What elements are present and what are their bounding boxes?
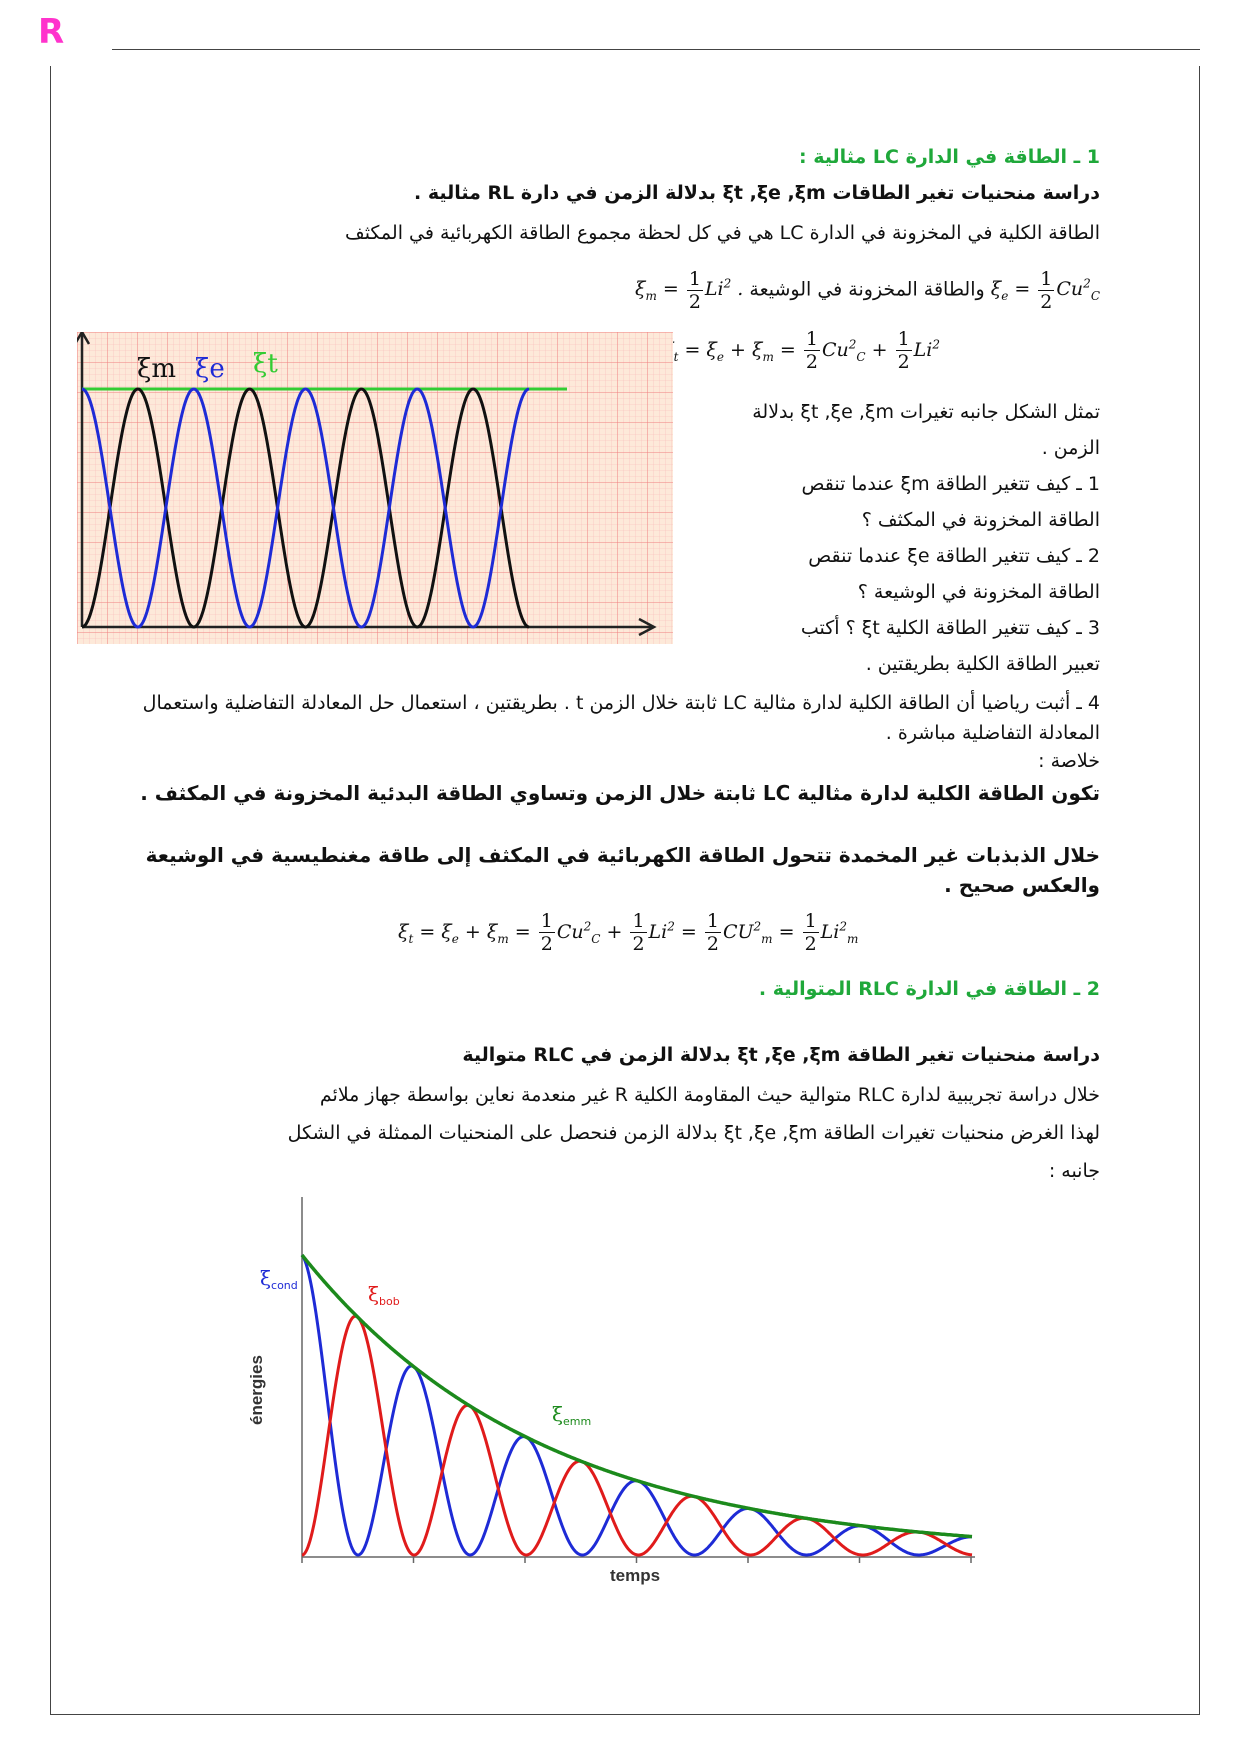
section1-intro: الطاقة الكلية في المخزونة في الدارة LC هي في كل لحظة مجموع الطاقة الكهربائية في المكثف: [345, 222, 1100, 244]
summary-2: خلال الذبذبات غير المخمدة تتحول الطاقة الكهربائية في المكثف إلى طاقة مغنطيسية في الوشيعة والعكس صحيح .: [145, 843, 1100, 897]
section1-study-line: دراسة منحنيات تغير الطاقات ξt ,ξe ,ξm بدلالة الزمن في دارة RL مثالية .: [414, 182, 1100, 204]
series-eemm: [302, 1255, 972, 1537]
question-3a: 3 ـ كيف تتغير الطاقة الكلية ξt ؟ أكتب: [800, 617, 1100, 639]
section2-text-1: خلال دراسة تجريبية لدارة RLC متوالية حيث المقاومة الكلية R غير منعدمة نعاين بواسطة جهاز ملائم: [319, 1084, 1100, 1106]
x-axis-label: temps: [610, 1566, 661, 1585]
logo: R: [38, 12, 64, 52]
section2-study-line: دراسة منحنيات تغير الطاقة ξt ,ξe ,ξm بدلالة الزمن في RLC متوالية: [462, 1044, 1100, 1066]
label-ebob: $\xi_{bob}$: [368, 1282, 400, 1308]
question-1b: الطاقة المخزونة في المكثف ؟: [861, 509, 1100, 531]
total-energy-equation: $_t = \xi_e + \xi_m$ = $\frac{1}{2}$ $Cu^2_C$ + $\frac{1}{2}$ Li$^2$: [673, 328, 940, 373]
question-3b: تعبير الطاقة الكلية بطريقتين .: [865, 653, 1100, 675]
summary-1: تكون الطاقة الكلية لدارة مثالية LC ثابتة خلال الزمن وتساوي الطاقة البدئية المخزونة في المكثف .: [140, 781, 1100, 805]
question-2a: 2 ـ كيف تتغير الطاقة ξe عندما تنقص: [808, 545, 1100, 567]
series-econd: [302, 1255, 972, 1555]
x-ticks: [302, 1557, 971, 1563]
fig-desc-1: تمثل الشكل جانبه تغيرات ξt ,ξe ,ξm بدلالة: [752, 401, 1100, 423]
section2-text-3: جانبه :: [1048, 1160, 1100, 1182]
fig-desc-2: الزمن .: [1041, 437, 1100, 459]
final-equation: $\xi_t = \xi_e + \xi_m$ = $\frac{1}{2}$ $Cu^2_C$ + $\frac{1}{2}$ $Li^2$ = $\frac{1}{2}$ $CU^2_m$ = $\frac{1}{2}$ $Li^2_m$: [398, 910, 859, 955]
section2-title: 2 ـ الطاقة في الدارة RLC المتوالية .: [758, 978, 1100, 1000]
question-1a: 1 ـ كيف تتغير الطاقة ξm عندما تنقص: [801, 473, 1100, 495]
label-econd: $\xi_{cond}$: [260, 1266, 298, 1292]
label-em: ξm: [137, 354, 176, 384]
rlc-energy-chart: [240, 1195, 1000, 1585]
energy-definitions: [635, 262, 1100, 318]
energy-defs-text: والطاقة المخزونة في الوشيعة: [749, 278, 985, 301]
label-ee: ξe: [195, 354, 225, 384]
section1-title: 1 ـ الطاقة في الدارة LC مثالية :: [799, 146, 1100, 168]
lc-energy-chart: [77, 332, 673, 644]
label-et: ξt: [253, 349, 278, 379]
energy-e-formula: $\xi_e$ = $\frac{1}{2}$ $Cu^2_C$: [990, 267, 1100, 313]
y-axis-label: énergies: [247, 1355, 266, 1425]
energy-m-formula: $\xi_m$ = $\frac{1}{2}$ Li$^2$ .: [634, 267, 744, 313]
header-rule: [112, 49, 1200, 50]
summary-label: خلاصة :: [1038, 750, 1100, 772]
question-4: 4 ـ أثبت رياضيا أن الطاقة الكلية لدارة مثالية LC ثابتة خلال الزمن t . بطريقتين ، استعمال حل المعادلة التفاضلية واستعمال المعادلة التفاضلية مباشرة .: [142, 692, 1100, 744]
figure-questions: [640, 394, 1100, 682]
section2-text-2: لهذا الغرض منحنيات تغيرات الطاقة ξt ,ξe ,ξm بدلالة الزمن فنحصل على المنحنيات الممثلة في الشكل: [287, 1122, 1100, 1144]
series-ebob: [302, 1316, 972, 1555]
label-eemm: $\xi_{emm}$: [552, 1402, 592, 1428]
question-2b: الطاقة المخزونة في الوشيعة ؟: [857, 581, 1100, 603]
